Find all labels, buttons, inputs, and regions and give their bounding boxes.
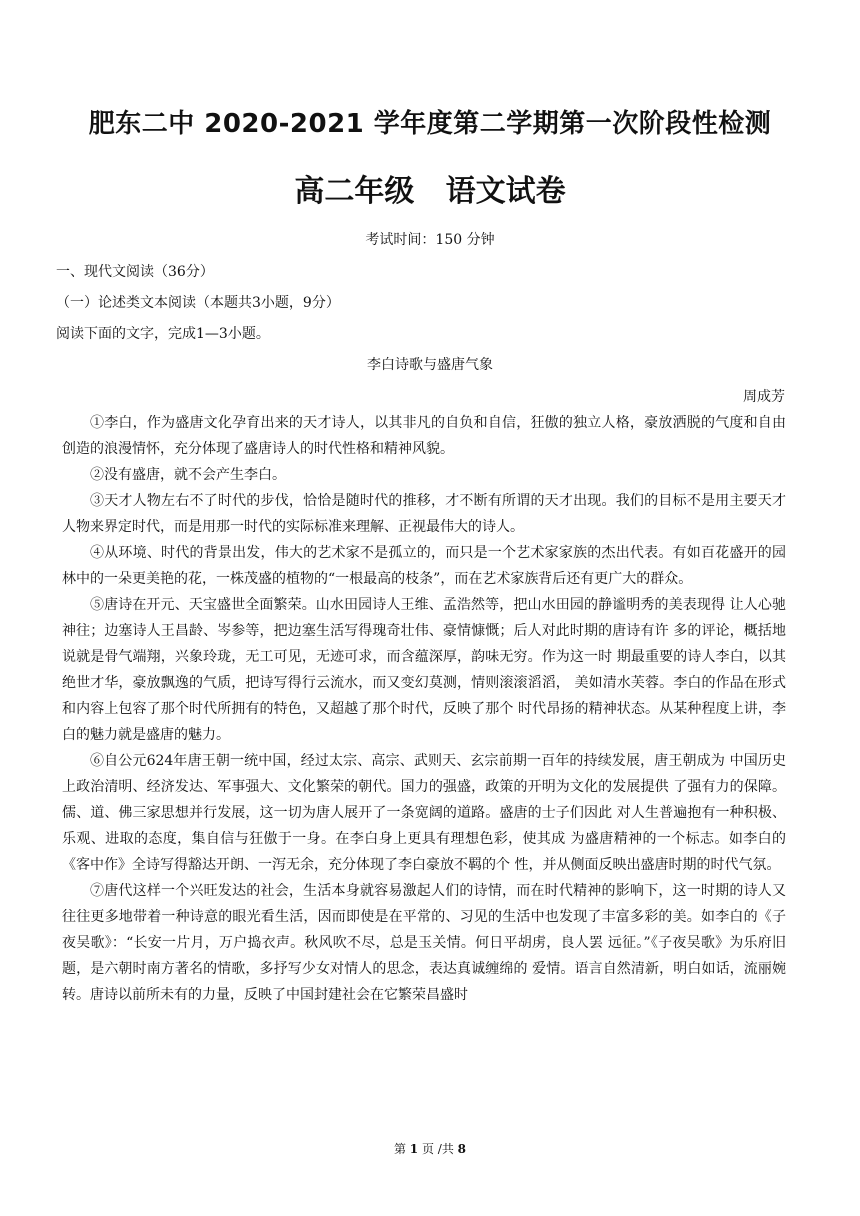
total-pages: 8 [457,1142,467,1156]
article-body [62,410,786,1008]
paragraph-7: ⑦唐代这样一个兴旺发达的社会，生活本身就容易激起人们的诗情，而在时代精神的影响下，这一时期的诗人又往往更多地带着一种诗意的眼光看生活，因而即使是在平常的、习见的生活中也发现了丰富多彩的美。如李白的《子夜吴歌》：“长安一片月，万户捣衣声。秋风吹不尽，总是玉关情。何日平胡虏，良人罢 远征。”《子夜吴歌》为乐府旧题，是六朝时南方著名的情歌，多抒写少女对情人的思念，表达真诚缠绵的 爱情。语言自然清新，明白如话，流丽婉转。唐诗以前所未有的力量，反映了中国封建社会在它繁荣昌盛时 [62,883,786,1003]
exam-title: 高二年级 语文试卷 [294,174,566,209]
paragraph-3: ③天才人物左右不了时代的步伐，恰恰是随时代的推移，才不断有所谓的天才出现。我们的目标不是用主要天才人物来界定时代，而是用那一时代的实际标准来理解、正视最伟大的诗人。 [62,493,786,535]
paragraph-2: ②没有盛唐，就不会产生李白。 [90,467,286,483]
page-footer [0,1140,860,1157]
paragraph-4: ④从环境、时代的背景出发，伟大的艺术家不是孤立的，而只是一个艺术家家族的杰出代表。有如百花盛开的园林中的一朵更美艳的花，一株茂盛的植物的“一根最高的枝条”，而在艺术家族背后还有更广大的群众。 [62,545,786,587]
article-title: 李白诗歌与盛唐气象 [367,357,493,373]
reading-instruction: 阅读下面的文字，完成1—3小题。 [56,326,270,342]
paragraph-1: ①李白，作为盛唐文化孕育出来的天才诗人，以其非凡的自负和自信，狂傲的独立人格，豪放洒脱的气度和自由创造的浪漫情怀，充分体现了盛唐诗人的时代性格和精神风貌。 [62,415,786,457]
school-title: 肥东二中 2020-2021 学年度第二学期第一次阶段性检测 [88,109,772,139]
footer-separator: 页 /共 [421,1142,454,1156]
paragraph-6: ⑥自公元624年唐王朝一统中国，经过太宗、高宗、武则天、玄宗前期一百年的持续发展，唐王朝成为 中国历史上政治清明、经济发达、军事强大、文化繁荣的朝代。国力的强盛，政策的开明为文化的发展提供 了强有力的保障。儒、道、佛三家思想并行发展，这一切为唐人展开了一条宽阔的道路。盛唐的士子们因此 对人生普遍抱有一种积极、乐观、进取的态度，集自信与狂傲于一身。在李白身上更具有理想色彩，使其成 为盛唐精神的一个标志。如李白的《客中作》全诗写得豁达开朗、一泻无余，充分体现了李白豪放不羁的个 性，并从侧面反映出盛唐时期的时代气氛。 [62,753,786,873]
exam-time: 考试时间：150 分钟 [365,232,495,248]
footer-prefix: 第 [393,1142,406,1156]
section-heading: 一、现代文阅读（36分） [56,264,214,280]
paragraph-5: ⑤唐诗在开元、天宝盛世全面繁荣。山水田园诗人王维、孟浩然等，把山水田园的静谧明秀的美表现得 让人心驰神往；边塞诗人王昌龄、岑参等，把边塞生活写得瑰奇壮伟、豪情慷慨；后人对此时期的唐诗有许 多的评论，概括地说就是骨气端翔，兴象玲珑，无工可见，无迹可求，而含蕴深厚，韵味无穷。作为这一时 期最重要的诗人李白，以其绝世才华，豪放飘逸的气质，把诗写得行云流水，而又变幻莫测，情则滚滚滔滔， 美如清水芙蓉。李白的作品在形式和内容上包容了那个时代所拥有的特色，又超越了那个时代，反映了那个 时代昂扬的精神状态。从某种程度上讲，李白的魅力就是盛唐的魅力。 [62,597,786,743]
subsection-heading: （一）论述类文本阅读（本题共3小题，9分） [56,295,340,311]
page-number: 1 [409,1142,419,1156]
article-author: 周成芳 [743,389,785,405]
